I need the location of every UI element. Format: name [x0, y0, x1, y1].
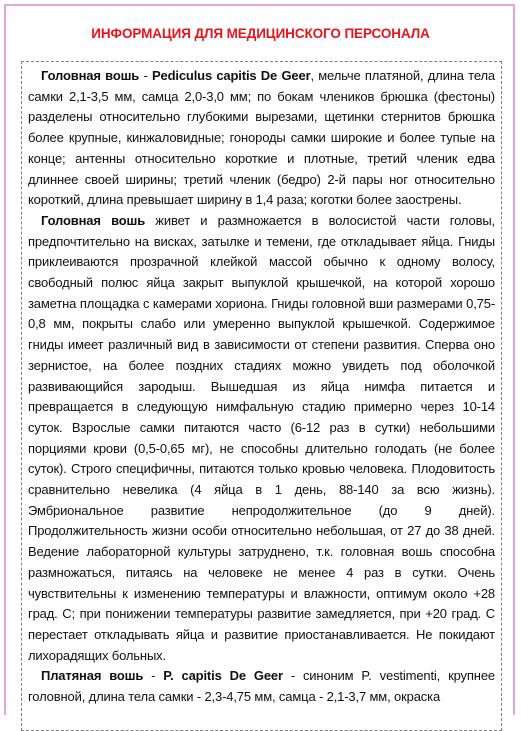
latin-name: P. capitis De Geer [163, 668, 283, 684]
term-head-louse: Головная вошь [41, 212, 146, 228]
latin-name: Pediculus capitis De Geer [151, 68, 311, 83]
page-title: ИНФОРМАЦИЯ ДЛЯ МЕДИЦИНСКОГО ПЕРСОНАЛА [91, 26, 430, 41]
paragraph-body-louse [28, 666, 495, 707]
paragraph-text: - синоним P. vestimenti, крупнее головной, длина тела самки - 2,3-4,75 мм, самца - 2,1-3,7 мм, окраска [28, 668, 495, 705]
paragraph-head-louse-biology [28, 211, 495, 666]
term-body-louse: Платяная вошь [41, 668, 144, 684]
term-head-louse: Головная вошь [41, 68, 140, 83]
dash: - [143, 668, 164, 684]
text-box [21, 61, 502, 731]
paragraph-text: , мельче платяной, длина тела самки 2,1-3,5 мм, самца 2,0-3,0 мм; по бокам члеников брюшка (фестоны) разделены относительно глубокими вырезами, щетинки стернитов брюшка более крупные, кинжаловидные; гонороды самки широкие и более тупые на конце; антенны относительно короткие и плотные, третий членик едва длиннее своей ширины; третий членик (бедро) 2-й пары ног относительно короткий, длина превышает ширину в 1,4 раза; коготки более заострены. [28, 68, 495, 208]
paragraph-head-louse-description [28, 66, 495, 211]
paragraph-text: живет и размножается в волосистой части головы, предпочтительно на висках, затылке и темени, где откладывает яйца. Гниды приклеиваются прозрачной клейкой массой обычно к одному волосу, свободный полюс яйца закрыт выпуклой крышечкой, на которой хорошо заметна площадка с камерами хориона. Гниды головной вши размерами 0,75-0,8 мм, покрыты слабо или умеренно выпуклой крышечкой. Содержимое гниды имеет различный вид в зависимости от степени развития. Сперва оно зернистое, на более поздних стадиях можно увидеть под оболочкой развивающийся зародыш. Вышедшая из яйца нимфа питается и превращается в следующую нимфальную стадию примерно через 10-14 суток. Взрослые самки питаются часто (6-12 раз в сутки) небольшими порциями крови (0,5-0,65 мг), не способны длительно голодать (не более суток). Строго специфичны, питаются только кровью человека. Плодовитость сравнительно невелика (4 яйца в 1 день, 88-140 за всю жизнь). Эмбриональное развитие непродолжительное (до 9 дней). Продолжительность жизни особи относительно небольшая, от 27 до 38 дней. Ведение лабораторной культуры затруднено, т.к. головная вошь способна размножаться, питаясь на человеке не менее 4 раз в сутки. Очень чувствительны к изменению температуры и влажности, оптимум около +28 град. С; при понижении температуры развитие замедляется, при +20 град. С перестает откладывать яйца и развитие приостанавливается. Не покидают лихорадящих больных. [28, 212, 495, 663]
dash: - [139, 68, 152, 83]
